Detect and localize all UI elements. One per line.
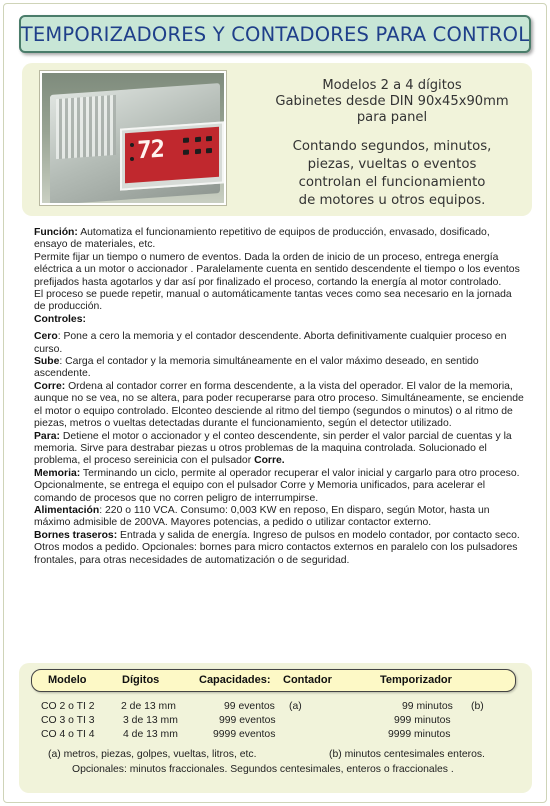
cell-contador: 99 eventos xyxy=(224,701,275,712)
controles-heading: Controles: xyxy=(34,313,86,325)
cell-modelo: CO 3 o TI 3 xyxy=(41,715,95,726)
title-banner xyxy=(19,15,531,53)
note-optional: Opcionales: minutos fraccionales. Segundos centesimales, enteros o fraccionales . xyxy=(72,764,454,775)
sube-label: Sube xyxy=(34,356,60,368)
cell-temporizador: 999 minutos xyxy=(394,715,451,726)
cell-modelo: CO 2 o TI 2 xyxy=(41,701,95,712)
led-indicator xyxy=(130,143,134,147)
hero-panel xyxy=(22,63,532,216)
models-table xyxy=(19,663,532,793)
hero-description xyxy=(258,78,526,210)
cell-temporizador: 99 minutos xyxy=(402,701,453,712)
hero-desc-line: Contando segundos, minutos, xyxy=(292,139,492,154)
device-keypad xyxy=(181,134,213,174)
cell-contador: 999 eventos xyxy=(219,715,276,726)
cell-nota-a: (a) xyxy=(289,701,302,712)
corre-text: Ordena al contador correr en forma descendente, a la vista del operador. El valor de la memoria, aunque no se vea, no se altera, para poder recuperarse para otro proceso. Simultáneamente, se enciende el motor o equipo controlado. Elconteo desciende al ritmo del tiempo (segundos o minutos) o al ritmo de piezas, metros o vueltas detectadas durante el funcionamiento, según el detector utilizado. xyxy=(34,380,524,430)
memoria-paragraph xyxy=(34,468,524,505)
funcion-paragraph xyxy=(34,227,524,252)
cell-digitos: 2 de 13 mm xyxy=(121,701,176,712)
header-contador: Contador xyxy=(283,674,332,686)
note-b: (b) minutos centesimales enteros. xyxy=(329,749,485,760)
cero-text: : Pone a cero la memoria y el contador descendente. Aborta definitivamente cualquier proceso en curso. xyxy=(34,331,507,355)
para-corre: Corre. xyxy=(254,455,285,467)
para-paragraph xyxy=(34,431,524,468)
funcion-paragraph-2: Permite fijar un tiempo o numero de eventos. Dada la orden de inicio de un proceso, entrega energía eléctrica a un motor o accionador . Paralelamente cuenta en sentido descendente el tiempo o los eventos prefijados hasta agotarlos y dar así por finalizado el proceso, cortando la energía al motor controlado. xyxy=(34,251,520,288)
header-modelo: Modelo xyxy=(48,674,87,686)
cero-paragraph xyxy=(34,331,524,356)
cell-contador: 9999 eventos xyxy=(213,729,276,740)
device-display-digits: 72 xyxy=(137,134,164,165)
alimentacion-label: Alimentación xyxy=(34,504,100,516)
specifications-text xyxy=(34,227,524,567)
hero-cabinet-line: Gabinetes desde DIN 90x45x90mm xyxy=(275,94,509,109)
header-digitos: Dígitos xyxy=(122,674,160,686)
memoria-label: Memoria: xyxy=(34,467,81,479)
header-temporizador: Temporizador xyxy=(380,674,452,686)
table-row xyxy=(19,701,532,714)
sube-paragraph xyxy=(34,356,524,381)
memoria-text: Terminando un ciclo, permite al operador recuperar el valor inicial y cargarlo para otro proceso. Opcionalmente, se entrega el equipo con el pulsador Corre y Memoria unificados, para acelerar el comando de procesos que no corren peligro de interrumpirse. xyxy=(34,467,520,504)
funcion-paragraph-3: El proceso se puede repetir, manual o automáticamente tantas veces como sea necesario en la jornada de producción. xyxy=(34,289,512,313)
table-row xyxy=(19,729,532,742)
led-indicator xyxy=(130,157,134,161)
cell-nota-b: (b) xyxy=(471,701,484,712)
alimentacion-paragraph xyxy=(34,505,524,530)
note-a: (a) metros, piezas, golpes, vueltas, litros, etc. xyxy=(48,749,257,760)
cell-digitos: 4 de 13 mm xyxy=(123,729,178,740)
cero-label: Cero xyxy=(34,331,58,343)
table-row xyxy=(19,715,532,728)
table-header xyxy=(31,669,516,692)
hero-panel-line: para panel xyxy=(356,110,428,125)
bornes-paragraph xyxy=(34,530,524,567)
cell-digitos: 3 de 13 mm xyxy=(123,715,178,726)
product-photo xyxy=(40,71,226,205)
page-title: TEMPORIZADORES Y CONTADORES PARA CONTROL xyxy=(20,22,530,46)
corre-label: Corre: xyxy=(34,380,66,392)
hero-desc-line: piezas, vueltas o eventos xyxy=(307,157,477,172)
alimentacion-text: : 220 o 110 VCA. Consumo: 0,003 KW en reposo, En disparo, según Motor, hasta un máximo admisible de 200VA. Mayores potencias, a pedido o utilizar contactor externo. xyxy=(34,504,490,529)
sube-text: : Carga el contador y la memoria simultáneamente en el valor máximo deseado, en sentido ascendente. xyxy=(34,356,479,380)
heatsink-fins xyxy=(56,95,116,159)
corre-paragraph xyxy=(34,381,524,431)
hero-desc-line: de motores u otros equipos. xyxy=(298,193,486,208)
hero-desc-line: controlan el funcionamiento xyxy=(298,175,486,190)
header-capacidades: Capacidades: xyxy=(199,674,271,686)
hero-desc xyxy=(258,138,526,210)
bornes-text: Entrada y salida de energía. Ingreso de pulsos en modelo contador, por contacto seco. Otros modos a pedido. Opcionales: bornes para micro contactos externos en paralelo con los pulsadores frontales, para otras necesidades de automatización o de seguridad. xyxy=(34,529,520,566)
para-text: Detiene el motor o accionador y el conteo descendente, sin perder el valor parcial de cuentas y la memoria. Sirve para destrabar piezas u otros problemas de la maquina controlada. Solucionado el problema, el proceso sereinicia con el pulsador xyxy=(34,430,512,467)
para-label: Para: xyxy=(34,430,60,442)
funcion-label: Función: xyxy=(34,227,78,238)
cell-modelo: CO 4 o TI 4 xyxy=(41,729,95,740)
funcion-text: Automatiza el funcionamiento repetitivo de equipos de producción, envasado, dosificado, ensayo de materiales, etc. xyxy=(34,227,490,251)
cell-temporizador: 9999 minutos xyxy=(388,729,451,740)
bornes-label: Bornes traseros: xyxy=(34,529,118,541)
hero-models-line: Modelos 2 a 4 dígitos xyxy=(322,78,462,93)
